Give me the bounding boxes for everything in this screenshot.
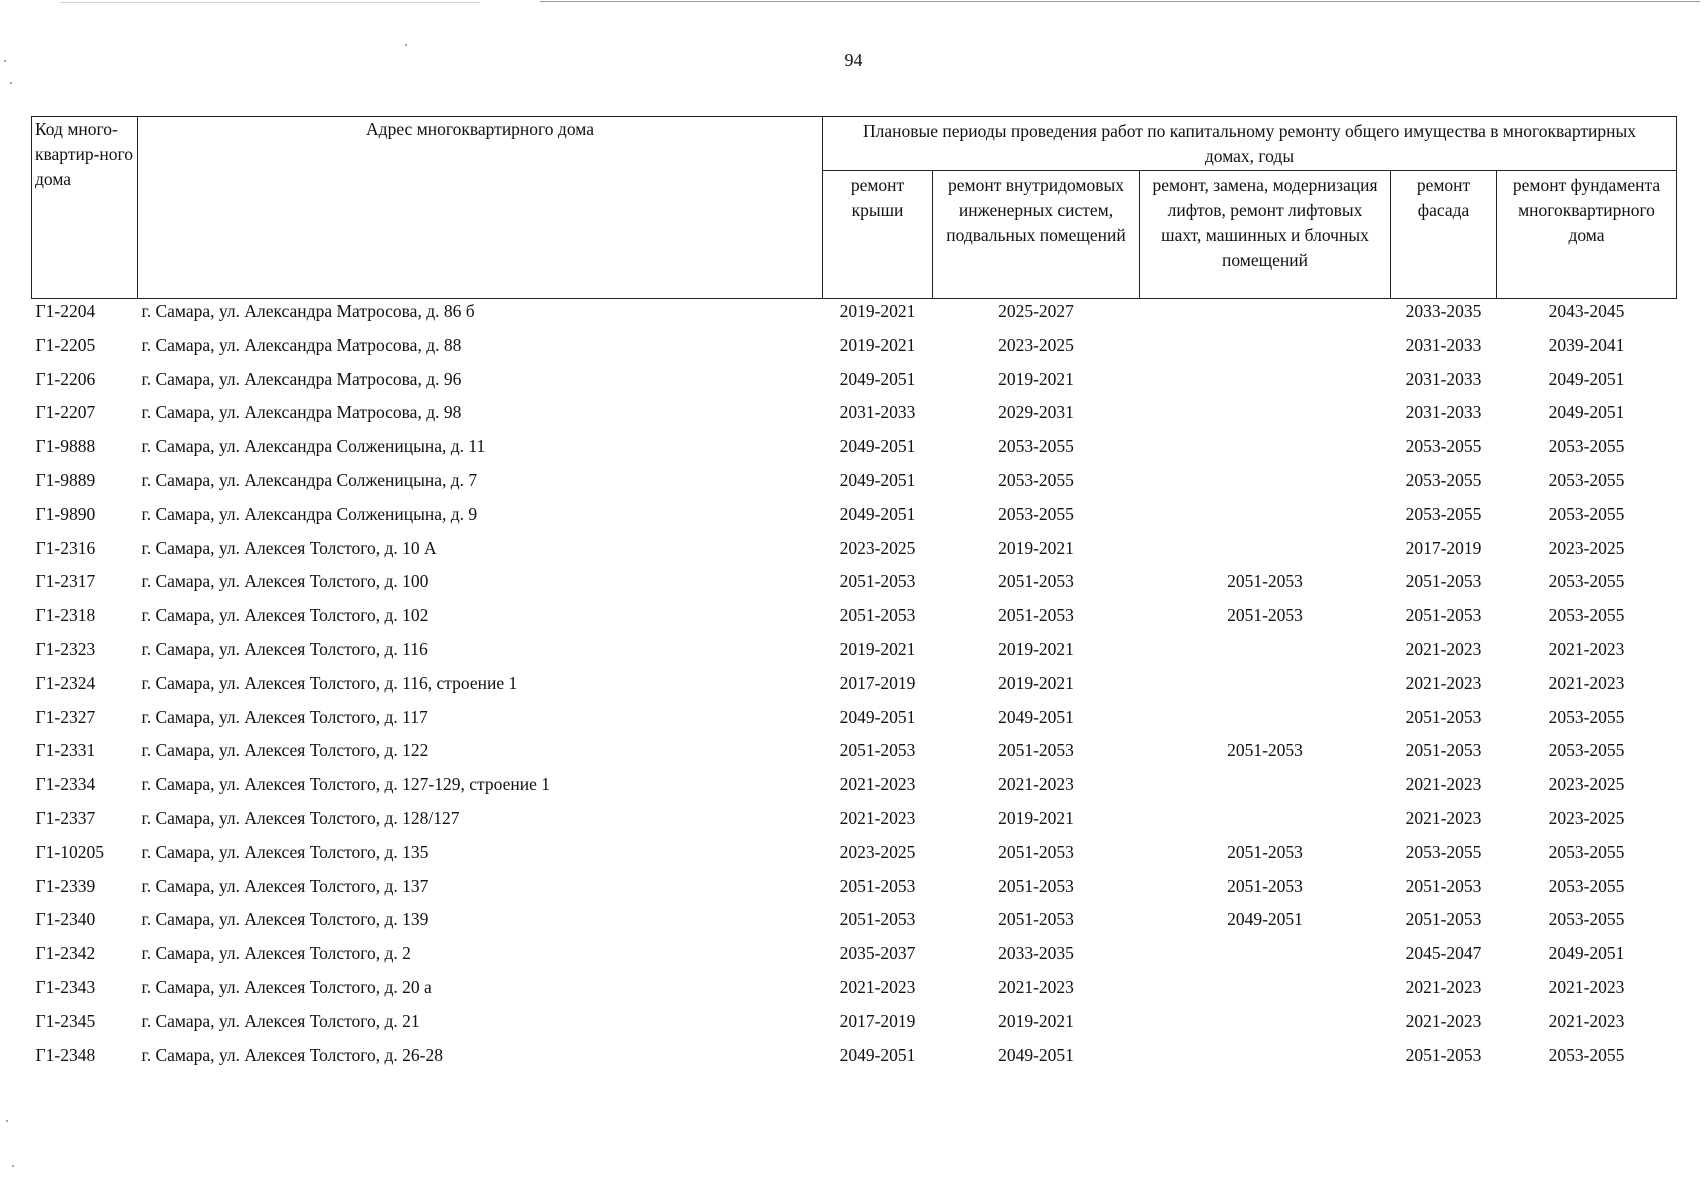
cell-address: г. Самара, ул. Алексея Толстого, д. 128/127 (141, 807, 460, 828)
cell-elevators (1140, 975, 1391, 1009)
cell-facade: 2051-2053 (1405, 1044, 1482, 1065)
cell-elevators (1140, 637, 1391, 671)
cell-code: Г1-2334 (35, 774, 96, 795)
scan-speck (6, 1120, 8, 1122)
cell-foundation: 2049-2051 (1548, 402, 1625, 423)
cell-engineering: 2051-2053 (998, 875, 1074, 896)
cell-facade: 2031-2033 (1405, 368, 1482, 389)
cell-engineering: 2019-2021 (998, 638, 1074, 659)
header-roof: ремонт крыши (823, 171, 933, 299)
cell-foundation: 2021-2023 (1548, 1010, 1625, 1031)
cell-address: г. Самара, ул. Александра Матросова, д. 86 б (141, 301, 475, 321)
cell-elevators: 2051-2053 (1227, 571, 1303, 592)
cell-foundation: 2053-2055 (1548, 706, 1625, 727)
cell-foundation: 2053-2055 (1548, 1044, 1625, 1065)
cell-engineering: 2051-2053 (998, 571, 1074, 592)
header-code: Код много-квартир-ного дома (32, 117, 138, 299)
cell-foundation: 2021-2023 (1548, 638, 1625, 659)
cell-engineering: 2051-2053 (998, 740, 1074, 761)
cell-elevators (1140, 772, 1391, 806)
cell-roof: 2023-2025 (839, 537, 916, 558)
cell-engineering: 2051-2053 (998, 909, 1074, 930)
table-row (32, 806, 1677, 840)
cell-roof: 2049-2051 (839, 1044, 916, 1065)
cell-code: Г1-2345 (35, 1010, 96, 1031)
cell-roof: 2021-2023 (839, 807, 916, 828)
table-row (32, 434, 1677, 468)
page-number: 94 (844, 50, 863, 70)
cell-roof: 2051-2053 (839, 605, 916, 626)
cell-engineering: 2053-2055 (998, 469, 1074, 490)
cell-engineering: 2021-2023 (998, 774, 1074, 795)
table-row (32, 603, 1677, 637)
cell-foundation: 2053-2055 (1548, 469, 1625, 490)
cell-address: г. Самара, ул. Алексея Толстого, д. 102 (141, 605, 429, 626)
capital-repair-table (31, 116, 1677, 1076)
cell-roof: 2019-2021 (839, 301, 916, 321)
cell-roof: 2017-2019 (839, 672, 916, 693)
cell-code: Г1-2337 (35, 807, 96, 828)
cell-foundation: 2043-2045 (1548, 301, 1625, 321)
header-foundation: ремонт фундамента многоквартирного дома (1497, 171, 1677, 299)
cell-address: г. Самара, ул. Александра Солженицына, д. 11 (141, 436, 486, 457)
cell-engineering: 2019-2021 (998, 672, 1074, 693)
cell-facade: 2031-2033 (1405, 402, 1482, 423)
cell-code: Г1-10205 (35, 841, 104, 862)
cell-roof: 2021-2023 (839, 976, 916, 997)
cell-facade: 2051-2053 (1405, 571, 1482, 592)
cell-address: г. Самара, ул. Алексея Толстого, д. 26-28 (141, 1044, 444, 1065)
cell-address: г. Самара, ул. Алексея Толстого, д. 10 А (141, 537, 437, 558)
table-row (32, 299, 1677, 333)
cell-roof: 2019-2021 (839, 638, 916, 659)
cell-roof: 2049-2051 (839, 503, 916, 524)
cell-address: г. Самара, ул. Алексея Толстого, д. 117 (141, 706, 428, 727)
cell-elevators (1140, 671, 1391, 705)
cell-facade: 2053-2055 (1405, 841, 1482, 862)
table-row (32, 907, 1677, 941)
table-row (32, 367, 1677, 401)
table-row (32, 1009, 1677, 1043)
cell-code: Г1-2207 (35, 402, 96, 423)
cell-engineering: 2051-2053 (998, 841, 1074, 862)
cell-code: Г1-2206 (35, 368, 96, 389)
cell-engineering: 2019-2021 (998, 1010, 1074, 1031)
cell-foundation: 2053-2055 (1548, 740, 1625, 761)
table-row (32, 738, 1677, 772)
header-elevators: ремонт, замена, модернизация лифтов, ремонт лифтовых шахт, машинных и блочных помещений (1140, 171, 1391, 299)
cell-foundation: 2053-2055 (1548, 841, 1625, 862)
table-row (32, 941, 1677, 975)
cell-facade: 2051-2053 (1405, 875, 1482, 896)
cell-facade: 2021-2023 (1405, 807, 1482, 828)
scan-speck (405, 44, 407, 46)
cell-facade: 2021-2023 (1405, 672, 1482, 693)
cell-foundation: 2021-2023 (1548, 976, 1625, 997)
cell-code: Г1-9888 (35, 436, 96, 457)
cell-facade: 2051-2053 (1405, 706, 1482, 727)
header-periods-group: Плановые периоды проведения работ по капитальному ремонту общего имущества в многоквартирных домах, годы (823, 117, 1677, 171)
cell-elevators (1140, 502, 1391, 536)
table-row (32, 468, 1677, 502)
cell-facade: 2045-2047 (1405, 943, 1482, 964)
cell-code: Г1-9890 (35, 503, 96, 524)
header-address: Адрес многоквартирного дома (138, 117, 823, 299)
cell-roof: 2051-2053 (839, 909, 916, 930)
cell-foundation: 2053-2055 (1548, 436, 1625, 457)
cell-engineering: 2019-2021 (998, 807, 1074, 828)
cell-facade: 2053-2055 (1405, 436, 1482, 457)
cell-elevators (1140, 299, 1391, 333)
cell-foundation: 2039-2041 (1548, 334, 1625, 355)
cell-address: г. Самара, ул. Александра Матросова, д. 98 (141, 402, 462, 423)
cell-code: Г1-9889 (35, 469, 96, 490)
cell-code: Г1-2331 (35, 740, 96, 761)
cell-roof: 2019-2021 (839, 334, 916, 355)
cell-roof: 2051-2053 (839, 875, 916, 896)
cell-engineering: 2025-2027 (998, 301, 1074, 321)
cell-facade: 2033-2035 (1405, 301, 1482, 321)
table-row (32, 671, 1677, 705)
scan-speck (12, 1165, 14, 1167)
cell-roof: 2031-2033 (839, 402, 916, 423)
table-row (32, 400, 1677, 434)
cell-address: г. Самара, ул. Алексея Толстого, д. 116, строение 1 (141, 672, 518, 693)
cell-roof: 2049-2051 (839, 469, 916, 490)
cell-roof: 2035-2037 (839, 943, 916, 964)
header-engineering: ремонт внутридомовых инженерных систем, подвальных помещений (933, 171, 1140, 299)
cell-engineering: 2019-2021 (998, 368, 1074, 389)
cell-address: г. Самара, ул. Александра Солженицына, д. 7 (141, 469, 478, 490)
cell-address: г. Самара, ул. Алексея Толстого, д. 20 а (141, 976, 432, 997)
table-row (32, 536, 1677, 570)
table-row (32, 840, 1677, 874)
cell-roof: 2049-2051 (839, 368, 916, 389)
cell-address: г. Самара, ул. Алексея Толстого, д. 137 (141, 875, 429, 896)
cell-engineering: 2019-2021 (998, 537, 1074, 558)
table-row (32, 705, 1677, 739)
cell-address: г. Самара, ул. Алексея Толстого, д. 2 (141, 943, 411, 964)
cell-facade: 2053-2055 (1405, 469, 1482, 490)
cell-address: г. Самара, ул. Алексея Толстого, д. 127-129, строение 1 (141, 774, 550, 795)
cell-roof: 2049-2051 (839, 436, 916, 457)
cell-code: Г1-2316 (35, 537, 96, 558)
cell-code: Г1-2204 (35, 301, 96, 321)
scan-artifact-line (540, 1, 1700, 2)
cell-code: Г1-2327 (35, 706, 96, 727)
header-facade: ремонт фасада (1391, 171, 1497, 299)
cell-code: Г1-2318 (35, 605, 96, 626)
cell-facade: 2021-2023 (1405, 638, 1482, 659)
table-row (32, 333, 1677, 367)
cell-roof: 2051-2053 (839, 740, 916, 761)
cell-facade: 2051-2053 (1405, 605, 1482, 626)
cell-foundation: 2053-2055 (1548, 875, 1625, 896)
table-row (32, 975, 1677, 1009)
header-row-top (32, 117, 1677, 171)
cell-foundation: 2053-2055 (1548, 571, 1625, 592)
cell-engineering: 2021-2023 (998, 976, 1074, 997)
cell-engineering: 2049-2051 (998, 1044, 1074, 1065)
cell-address: г. Самара, ул. Алексея Толстого, д. 139 (141, 909, 429, 930)
cell-engineering: 2023-2025 (998, 334, 1074, 355)
cell-code: Г1-2343 (35, 976, 96, 997)
cell-address: г. Самара, ул. Алексея Толстого, д. 116 (141, 638, 428, 659)
cell-facade: 2031-2033 (1405, 334, 1482, 355)
cell-foundation: 2021-2023 (1548, 672, 1625, 693)
cell-foundation: 2023-2025 (1548, 537, 1625, 558)
cell-facade: 2051-2053 (1405, 909, 1482, 930)
cell-facade: 2017-2019 (1405, 537, 1482, 558)
cell-elevators (1140, 434, 1391, 468)
cell-facade: 2051-2053 (1405, 740, 1482, 761)
cell-elevators: 2051-2053 (1227, 605, 1303, 626)
cell-foundation: 2053-2055 (1548, 605, 1625, 626)
cell-address: г. Самара, ул. Александра Солженицына, д. 9 (141, 503, 478, 524)
scan-artifact-line (60, 2, 480, 3)
cell-address: г. Самара, ул. Александра Матросова, д. 96 (141, 368, 462, 389)
cell-address: г. Самара, ул. Алексея Толстого, д. 122 (141, 740, 429, 761)
cell-address: г. Самара, ул. Алексея Толстого, д. 100 (141, 571, 429, 592)
cell-roof: 2023-2025 (839, 841, 916, 862)
table-body (32, 299, 1677, 1077)
cell-foundation: 2053-2055 (1548, 909, 1625, 930)
cell-engineering: 2029-2031 (998, 402, 1074, 423)
cell-roof: 2051-2053 (839, 571, 916, 592)
cell-code: Г1-2348 (35, 1044, 96, 1065)
cell-elevators: 2051-2053 (1227, 740, 1303, 761)
cell-elevators (1140, 400, 1391, 434)
cell-code: Г1-2317 (35, 571, 96, 592)
cell-facade: 2021-2023 (1405, 1010, 1482, 1031)
table-row (32, 772, 1677, 806)
cell-elevators (1140, 705, 1391, 739)
cell-foundation: 2023-2025 (1548, 807, 1625, 828)
cell-elevators (1140, 468, 1391, 502)
cell-elevators (1140, 536, 1391, 570)
table-row (32, 502, 1677, 536)
cell-roof: 2017-2019 (839, 1010, 916, 1031)
cell-code: Г1-2340 (35, 909, 96, 930)
cell-elevators (1140, 367, 1391, 401)
cell-address: г. Самара, ул. Александра Матросова, д. 88 (141, 334, 462, 355)
cell-code: Г1-2339 (35, 875, 96, 896)
cell-engineering: 2053-2055 (998, 436, 1074, 457)
cell-address: г. Самара, ул. Алексея Толстого, д. 135 (141, 841, 429, 862)
cell-code: Г1-2324 (35, 672, 96, 693)
cell-elevators (1140, 806, 1391, 840)
cell-facade: 2021-2023 (1405, 976, 1482, 997)
cell-facade: 2021-2023 (1405, 774, 1482, 795)
cell-code: Г1-2323 (35, 638, 96, 659)
cell-elevators: 2049-2051 (1227, 909, 1303, 930)
table-row (32, 637, 1677, 671)
cell-code: Г1-2205 (35, 334, 96, 355)
scan-speck (10, 82, 12, 84)
cell-foundation: 2049-2051 (1548, 943, 1625, 964)
cell-facade: 2053-2055 (1405, 503, 1482, 524)
table-row (32, 569, 1677, 603)
cell-engineering: 2049-2051 (998, 706, 1074, 727)
cell-elevators (1140, 333, 1391, 367)
cell-roof: 2049-2051 (839, 706, 916, 727)
cell-foundation: 2053-2055 (1548, 503, 1625, 524)
cell-elevators (1140, 1043, 1391, 1077)
cell-elevators (1140, 941, 1391, 975)
cell-elevators: 2051-2053 (1227, 875, 1303, 896)
cell-foundation: 2023-2025 (1548, 774, 1625, 795)
cell-elevators: 2051-2053 (1227, 841, 1303, 862)
cell-roof: 2021-2023 (839, 774, 916, 795)
cell-engineering: 2051-2053 (998, 605, 1074, 626)
cell-elevators (1140, 1009, 1391, 1043)
table-row (32, 1043, 1677, 1077)
table-row (32, 874, 1677, 908)
cell-code: Г1-2342 (35, 943, 96, 964)
cell-address: г. Самара, ул. Алексея Толстого, д. 21 (141, 1010, 420, 1031)
cell-engineering: 2033-2035 (998, 943, 1074, 964)
cell-foundation: 2049-2051 (1548, 368, 1625, 389)
cell-engineering: 2053-2055 (998, 503, 1074, 524)
